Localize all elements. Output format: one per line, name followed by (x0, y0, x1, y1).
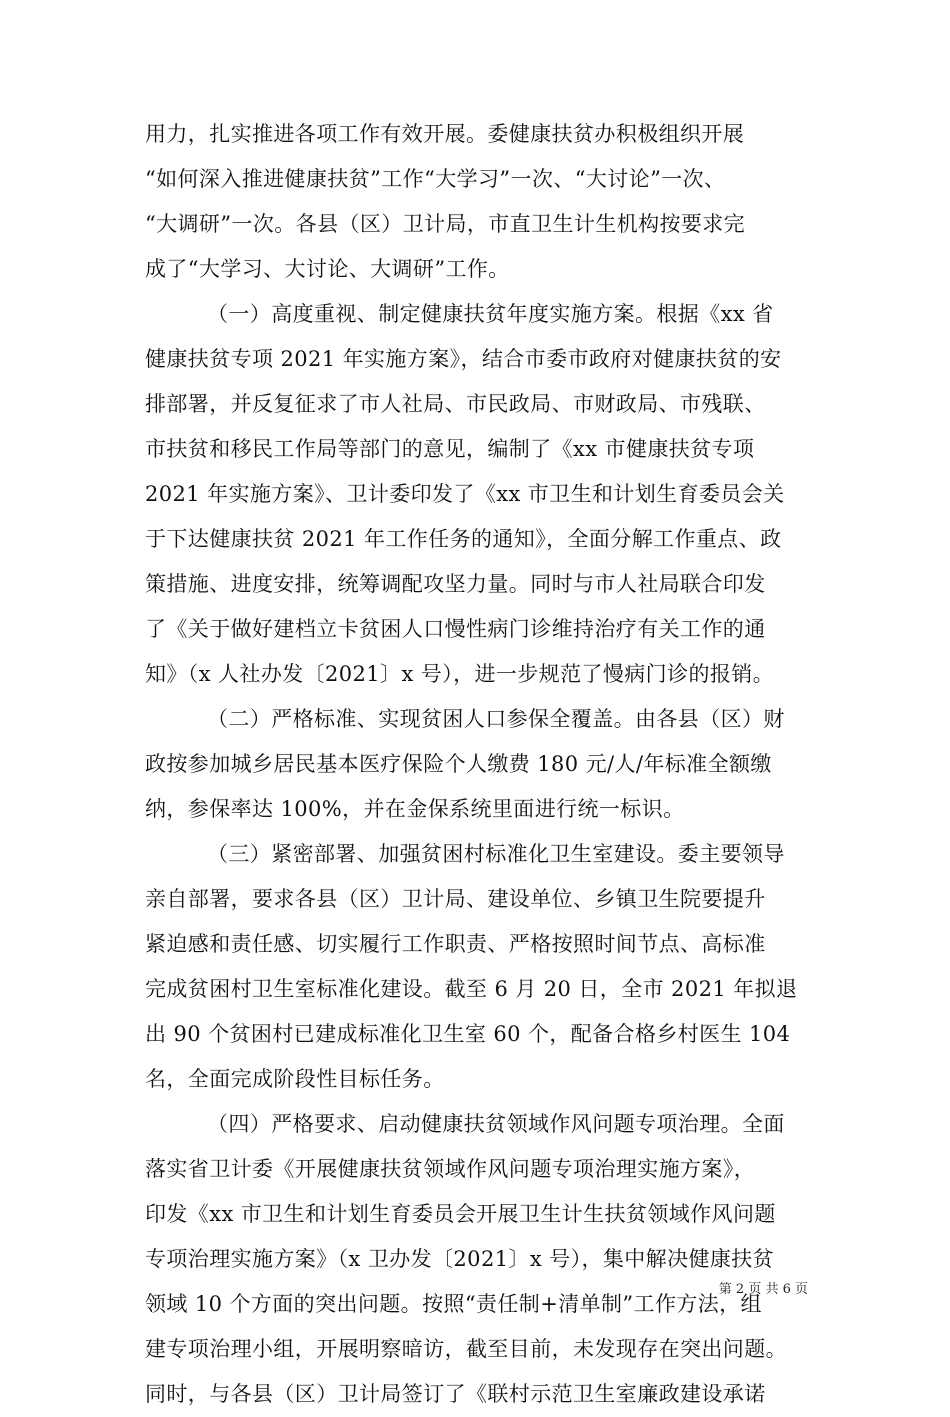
text-line: 领域 10 个方面的突出问题。按照“责任制+清单制”工作方法，组 (145, 1292, 762, 1316)
text-line: 用力，扎实推进各项工作有效开展。委健康扶贫办积极组织开展 (145, 122, 745, 146)
text-line: 紧迫感和责任感、切实履行工作职责、严格按照时间节点、高标准 (145, 932, 766, 956)
text-line: 市扶贫和移民工作局等部门的意见，编制了《xx 市健康扶贫专项 (145, 437, 755, 461)
text-line: 出 90 个贫困村已建成标准化卫生室 60 个，配备合格乡村医生 104 (145, 1022, 791, 1046)
page-number: 第 2 页 共 6 页 (718, 1282, 808, 1297)
text-line: （三）紧密部署、加强贫困村标准化卫生室建设。委主要领导 (207, 842, 785, 866)
text-line: 亲自部署，要求各县（区）卫计局、建设单位、乡镇卫生院要提升 (145, 887, 766, 911)
text-line: “大调研”一次。各县（区）卫计局，市直卫生计生机构按要求完 (145, 212, 746, 236)
text-line: 名，全面完成阶段性目标任务。 (145, 1067, 445, 1091)
text-line: （一）高度重视、制定健康扶贫年度实施方案。根据《xx 省 (207, 302, 774, 326)
text-line: 排部署，并反复征求了市人社局、市民政局、市财政局、市残联、 (145, 392, 766, 416)
text-line: 政按参加城乡居民基本医疗保险个人缴费 180 元/人/年标准全额缴 (145, 752, 772, 776)
text-line: 纳，参保率达 100%，并在金保系统里面进行统一标识。 (145, 797, 685, 821)
text-line: （四）严格要求、启动健康扶贫领域作风问题专项治理。全面 (207, 1112, 785, 1136)
text-line: 专项治理实施方案》（x 卫办发〔2021〕x 号），集中解决健康扶贫 (145, 1247, 775, 1271)
text-line: 2021 年实施方案》、卫计委印发了《xx 市卫生和计划生育委员会关 (145, 482, 785, 506)
document-body (145, 112, 810, 1417)
text-line: 健康扶贫专项 2021 年实施方案》，结合市委市政府对健康扶贫的安 (145, 347, 782, 371)
text-line: 印发《xx 市卫生和计划生育委员会开展卫生计生扶贫领域作风问题 (145, 1202, 776, 1226)
text-line: 同时，与各县（区）卫计局签订了《联村示范卫生室廉政建设承诺 (145, 1382, 766, 1406)
text-line: 策措施、进度安排，统筹调配攻坚力量。同时与市人社局联合印发 (145, 572, 766, 596)
text-line: 完成贫困村卫生室标准化建设。截至 6 月 20 日，全市 2021 年拟退 (145, 977, 798, 1001)
text-line: 了《关于做好建档立卡贫困人口慢性病门诊维持治疗有关工作的通 (145, 617, 766, 641)
text-line: 知》（x 人社办发〔2021〕x 号），进一步规范了慢病门诊的报销。 (145, 662, 775, 686)
text-line: 于下达健康扶贫 2021 年工作任务的通知》，全面分解工作重点、政 (145, 527, 782, 551)
text-line: “如何深入推进健康扶贫”工作“大学习”一次、“大讨论”一次、 (145, 167, 726, 191)
text-line: （二）严格标准、实现贫困人口参保全覆盖。由各县（区）财 (207, 707, 785, 731)
text-line: 落实省卫计委《开展健康扶贫领域作风问题专项治理实施方案》， (145, 1157, 756, 1181)
text-line: 成了“大学习、大讨论、大调研”工作。 (145, 257, 510, 281)
text-line: 建专项治理小组，开展明察暗访，截至目前，未发现存在突出问题。 (145, 1337, 787, 1361)
